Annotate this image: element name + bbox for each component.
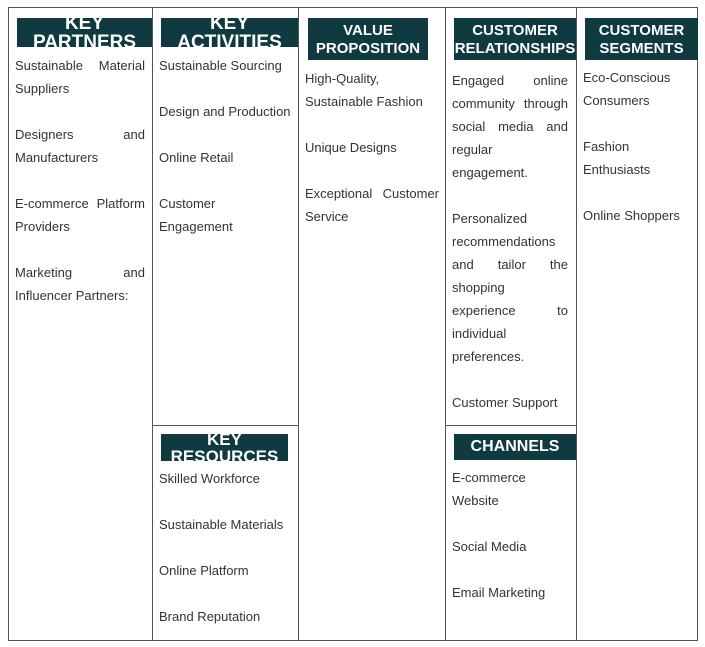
list-item: Online Platform	[159, 563, 249, 578]
value-proposition-title-line2: PROPOSITION	[315, 39, 421, 57]
list-item: Sustainable Materials	[159, 517, 284, 532]
list-item: E-commerce Website	[452, 470, 526, 508]
list-item: Exceptional Customer Service	[305, 186, 439, 224]
list-item: Marketing and Influencer Partners:	[15, 265, 145, 303]
customer-segments-list	[583, 66, 691, 227]
channels-list	[452, 466, 568, 604]
customer-relationships-list	[452, 69, 568, 414]
list-item: Email Marketing	[452, 585, 546, 600]
value-proposition-list	[305, 67, 439, 228]
list-item: Personalized recommendations and tailor the shopping experience to individual preferences.	[452, 211, 568, 364]
customer-relationships-title-line1: CUSTOMER	[472, 21, 558, 39]
divider-2	[298, 8, 299, 640]
channels-header: CHANNELS	[454, 434, 576, 460]
list-item: Design and Production	[159, 104, 291, 119]
customer-segments-header	[585, 18, 698, 60]
list-item: Customer Engagement	[159, 196, 233, 234]
key-partners-header: KEY PARTNERS	[17, 18, 152, 47]
list-item: Customer Support	[452, 395, 558, 410]
divider-4	[576, 8, 577, 640]
business-model-canvas	[8, 7, 698, 641]
list-item: Social Media	[452, 539, 527, 554]
divider-1	[152, 8, 153, 640]
list-item: Skilled Workforce	[159, 471, 260, 486]
list-item: Sustainable Material Suppliers	[15, 58, 145, 96]
list-item: Fashion Enthusiasts	[583, 139, 651, 177]
list-item: Online Retail	[159, 150, 234, 165]
key-activities-list	[159, 54, 291, 238]
list-item: Designers and Manufacturers	[15, 127, 145, 165]
value-proposition-title-line1: VALUE	[343, 21, 393, 39]
value-proposition-header	[308, 18, 428, 60]
list-item: E-commerce Platform Providers	[15, 196, 145, 234]
customer-segments-title-line1: CUSTOMER	[598, 21, 685, 39]
list-item: Eco-Conscious Consumers	[583, 70, 671, 108]
list-item: High-Quality, Sustainable Fashion	[305, 71, 423, 109]
key-resources-header: KEY RESOURCES	[161, 434, 288, 461]
list-item: Unique Designs	[305, 140, 397, 155]
list-item: Online Shoppers	[583, 208, 680, 223]
divider-3	[445, 8, 446, 640]
divider-activities-resources	[152, 425, 299, 426]
list-item: Sustainable Sourcing	[159, 58, 282, 73]
customer-segments-title-line2: SEGMENTS	[599, 39, 684, 57]
list-item: Engaged online community through social media and regular engagement.	[452, 73, 568, 180]
customer-relationships-title-line2: RELATIONSHIPS	[454, 39, 576, 57]
key-partners-list	[15, 54, 145, 307]
divider-relationships-channels	[445, 425, 577, 426]
list-item: Brand Reputation	[159, 609, 261, 624]
key-resources-list	[159, 467, 291, 628]
customer-relationships-header	[454, 18, 576, 60]
key-activities-header: KEY ACTIVITIES	[161, 18, 298, 47]
